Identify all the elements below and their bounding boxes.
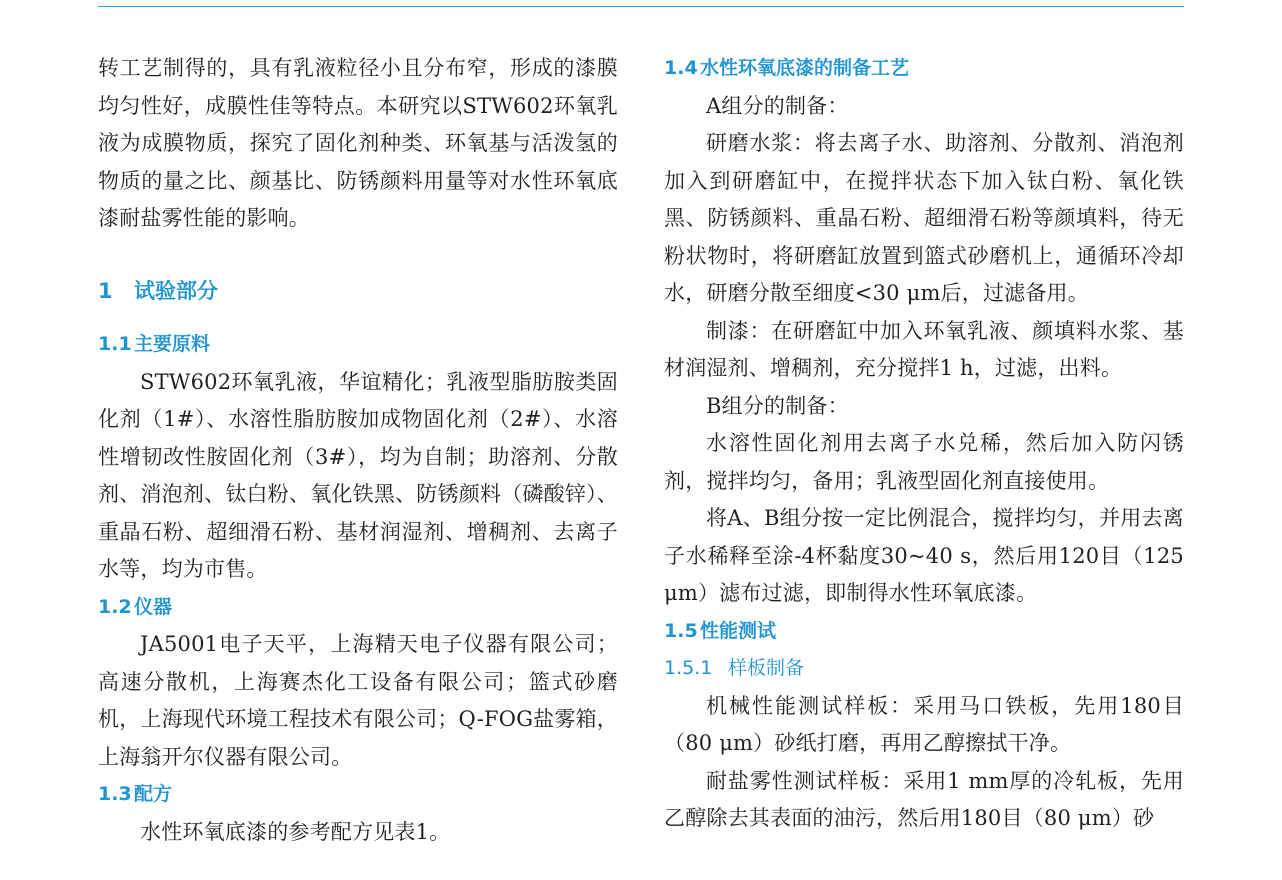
header-rule	[98, 6, 1184, 7]
paragraph-b-title: B组分的制备：	[706, 393, 849, 418]
section-number: 1.5.1	[664, 657, 713, 679]
section-title: 水性环氧底漆的制备工艺	[700, 57, 910, 79]
section-title: 样板制备	[728, 657, 805, 679]
section-title: 主要原料	[134, 333, 211, 355]
paragraph-paint: 制漆：在研磨缸中加入环氧乳液、颜填料水浆、基材润湿剂、增稠剂，充分搅拌1 h，过滤，出料。	[664, 318, 1184, 380]
paragraph-intro: 转工艺制得的，具有乳液粒径小且分布窄，形成的漆膜均匀性好，成膜性佳等特点。本研究以STW602环氧乳液为成膜物质，探究了固化剂种类、环氧基与活泼氢的物质的量之比、颜基比、防锈颜料用量等对水性环氧底漆耐盐雾性能的影响。	[98, 56, 618, 230]
left-column	[98, 50, 618, 851]
section-title: 性能测试	[700, 619, 777, 642]
paragraph-b: 水溶性固化剂用去离子水兑稀，然后加入防闪锈剂，搅拌均匀，备用；乳液型固化剂直接使用。	[664, 431, 1184, 493]
section-heading-1-5	[664, 613, 1184, 651]
paragraph-mix: 将A、B组分按一定比例混合，搅拌均匀，并用去离子水稀释至涂-4杯黏度30~40 s，然后用120目（125 μm）滤布过滤，即制得水性环氧底漆。	[664, 506, 1184, 605]
paragraph-salt-spray-panel: 耐盐雾性测试样板：采用1 mm厚的冷轧板，先用乙醇除去其表面的油污，然后用180目（80 μm）砂	[664, 768, 1184, 830]
section-heading-1-4	[664, 50, 1184, 88]
section-number: 1.5	[664, 619, 698, 642]
paragraph-materials: STW602环氧乳液，华谊精化；乳液型脂肪胺类固化剂（1#）、水溶性脂肪胺加成物固化剂（2#）、水溶性增韧改性胺固化剂（3#），均为自制；助溶剂、分散剂、消泡剂、钛白粉、氧化铁黑、防锈颜料（磷酸锌）、重晶石粉、超细滑石粉、基材润湿剂、增稠剂、去离子水等，均为市售。	[98, 369, 618, 581]
paragraph-a-title: A组分的制备：	[706, 93, 849, 118]
section-title: 试验部分	[134, 278, 218, 303]
section-number: 1.4	[664, 57, 698, 79]
section-number: 1.3	[98, 783, 132, 805]
section-number: 1.2	[98, 595, 132, 618]
section-heading-1	[98, 273, 618, 311]
paragraph-grind: 研磨水浆：将去离子水、助溶剂、分散剂、消泡剂加入到研磨缸中，在搅拌状态下加入钛白粉、氧化铁黑、防锈颜料、重晶石粉、超细滑石粉等颜填料，待无粉状物时，将研磨缸放置到篮式砂磨机上，通循环冷却水，研磨分散至细度<30 μm后，过滤备用。	[664, 131, 1184, 305]
section-heading-1-1	[98, 326, 618, 364]
section-heading-1-3	[98, 776, 618, 814]
right-column	[664, 50, 1184, 838]
section-heading-1-2	[98, 589, 618, 627]
section-title: 配方	[134, 783, 173, 805]
paragraph-formula: 水性环氧底漆的参考配方见表1。	[140, 819, 451, 844]
section-number: 1	[98, 278, 113, 303]
section-title: 仪器	[134, 595, 173, 618]
paragraph-mechanical-panel: 机械性能测试样板：采用马口铁板，先用180目（80 μm）砂纸打磨，再用乙醇擦拭干净。	[664, 693, 1184, 755]
section-heading-1-5-1	[664, 650, 1184, 688]
section-number: 1.1	[98, 333, 132, 355]
paragraph-instruments: JA5001电子天平，上海精天电子仪器有限公司；高速分散机，上海赛杰化工设备有限公司；篮式砂磨机，上海现代环境工程技术有限公司；Q-FOG盐雾箱，上海翁开尔仪器有限公司。	[98, 632, 618, 769]
